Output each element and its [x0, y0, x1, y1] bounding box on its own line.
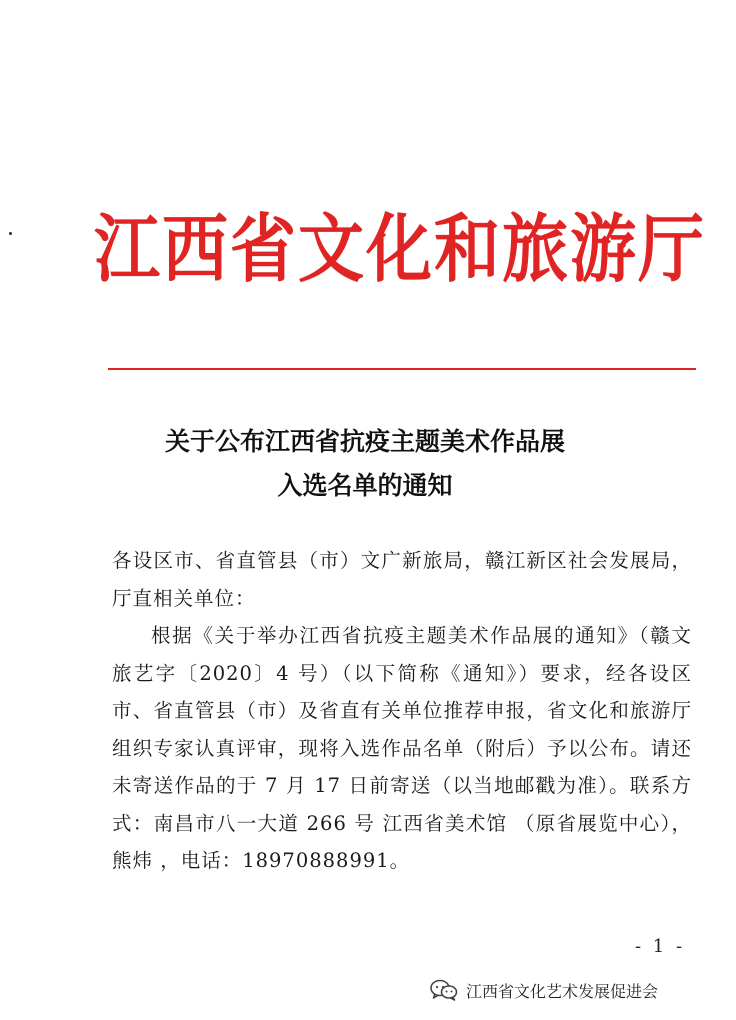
title-line-2: 入选名单的通知: [277, 471, 453, 500]
body-paragraph: 根据《关于举办江西省抗疫主题美术作品展的通知》（赣文旅艺字〔2020〕4 号）（以下简称《通知》）要求，经各设区市、省直管县（市）及省直有关单位推荐申报，省文化和旅游厅组织专家认真评审，现将入选作品名单（附后）予以公布。请还未寄送作品的于 7 月 17 日前寄送（以当地邮戳为准）。联系方式：南昌市八一大道 266 号 江西省美术馆 （原省展览中心），熊炜 ，电话：18970888991。: [112, 624, 692, 872]
document-body: [112, 542, 692, 880]
document-title: [60, 420, 670, 508]
salutation: 各设区市、省直管县（市）文广新旅局，赣江新区社会发展局，厅直相关单位：: [112, 549, 692, 610]
watermark-footer: [430, 976, 658, 1004]
page-number: - 1 -: [634, 936, 686, 957]
header-red-rule: [108, 368, 696, 370]
title-line-1: 关于公布江西省抗疫主题美术作品展: [164, 427, 565, 456]
wechat-icon: [430, 979, 458, 1001]
account-name: 江西省文化艺术发展促进会: [466, 981, 659, 1001]
document-header-org: 江西省文化和旅游厅: [94, 205, 706, 293]
scan-speck: [9, 232, 12, 235]
